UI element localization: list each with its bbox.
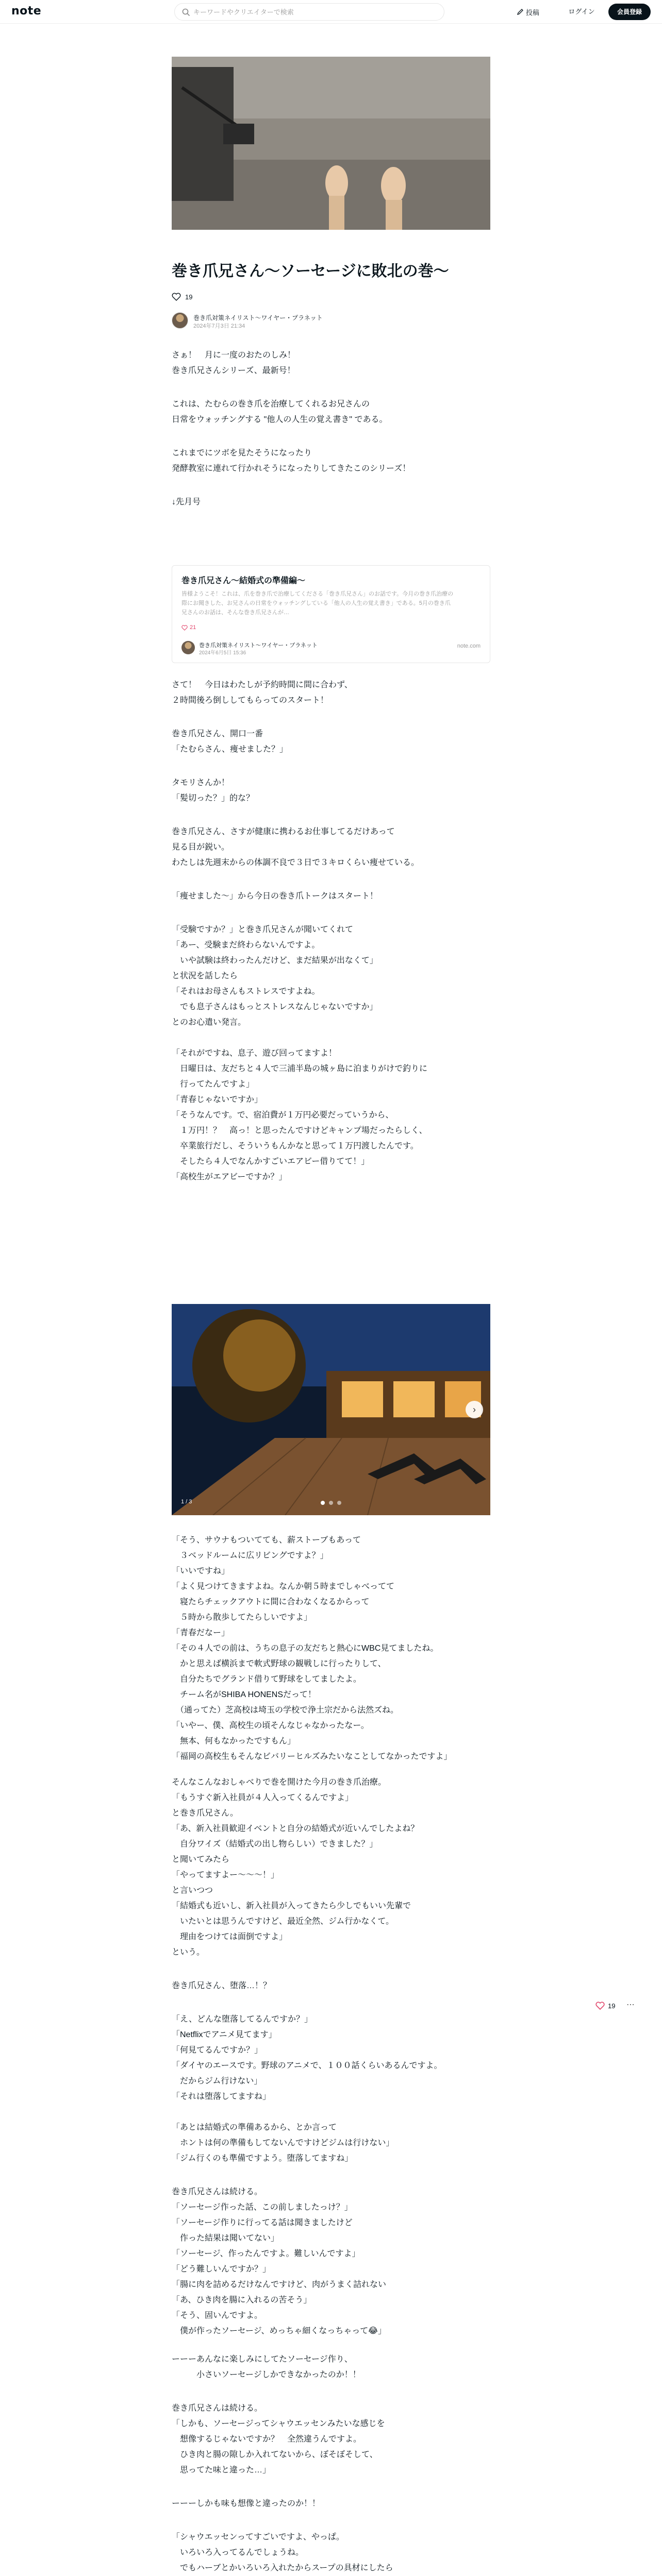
author-name[interactable]: 巻き爪対策ネイリスト〜ワイヤー・プラネット (193, 314, 323, 321)
carousel-next-button[interactable]: › (466, 1401, 483, 1418)
like-count: 19 (185, 293, 193, 301)
site-header (0, 0, 662, 24)
carousel-dot[interactable] (337, 1501, 341, 1505)
paragraph: 巻き爪兄さんは続ける。 「ソーセージ作った話、この前しましたっけ？」 「ソーセージ作りに行ってる話は聞きましたけど 作った結果は聞いてない」 「ソーセージ、作ったんですよ。難しいんですよ」 「どう難しいんですか？」 「腸に肉を詰めるだけなんですけど、肉がうまく詰れない 「あ、ひき肉を腸に入れるの苦そう」 「そう、固いんですよ。 僕が作ったソーセージ、めっちゃ細くなっちゃって😂」 (172, 2188, 387, 2335)
paragraph: 巻き爪兄さん、堕落…！？ (172, 1981, 271, 1990)
login-button[interactable]: ログイン (568, 8, 595, 15)
embed-link[interactable]: note.com (457, 643, 481, 649)
paragraph: ーーーしかも味も想像と違ったのか！！ (172, 2499, 321, 2508)
embed-like (181, 624, 196, 631)
paragraph: さて！ 今日はわたしが予約時間に間に合わず、 ２時間後ろ倒ししてもらってのスタート！ (172, 681, 353, 705)
hero-image (172, 57, 490, 230)
paragraph: タモリさんか！ 「髪切った？」的な？ (172, 778, 255, 803)
paragraph: これは、たむらの巻き爪を治療してくれるお兄さんの 日常をウォッチングする "他人の人生の覚え書き" である。 (172, 400, 388, 424)
floating-like-count: 19 (608, 2002, 616, 2010)
publish-date: 2024年7月3日 21:34 (193, 323, 245, 329)
heart-icon[interactable] (172, 293, 181, 301)
embed-author: 巻き爪対策ネイリスト〜ワイヤー・プラネット (199, 642, 318, 649)
embed-excerpt: 皆様ようこそ！これは、爪を巻き爪で治療してくださる「巻き爪兄さん」のお話です。今月の巻き爪治療の際にお聞きした、お兄さんの日常をウォッチングしている「他人の人生の覚え書き」である。5月の巻き爪兄さんのお話は、そんな巻き爪兄さんが… (181, 591, 454, 616)
floating-like-button[interactable] (595, 2000, 615, 2011)
embedded-article-card[interactable] (172, 565, 490, 663)
post-label: 投稿 (526, 8, 540, 16)
paragraph: ーーーあんなに楽しみにしてたソーセージ作り、 小さいソーセージしかできなかったのか！！ (172, 2355, 361, 2379)
like-row (172, 291, 192, 302)
paragraph: ↓先月号 (172, 498, 201, 506)
avatar (181, 641, 195, 654)
carousel-dot[interactable] (329, 1501, 333, 1505)
note-logo[interactable]: note (11, 5, 42, 18)
paragraph: 「そう、サウナもついてても、薪ストーブもあって ３ベッドルームに広リビングですよ？」 「いいですね」 「よく見つけてきますよね。なんか朝５時までしゃべってて 寝たらチェックアウトに間に合わなくなるからって ５時から散歩してたらしいですよ」 「青春だなー」 「その４人での前は、うちの息子の友だちと熱心にWBC見てましたね。 かと思えば横浜まで軟式野球の観戦しに行ったりして、 自分たちでグランド借りて野球をしてましたよ。 チーム名がSHIBA HONENSだって！ （通ってた）芝高校は埼玉の学校で浄土宗だから法然ズね。 「いやー、僕、高校生の頃そんなじゃなかったなー。 無本、何もなかったですもん」 「福岡の高校生もそんなビバリーヒルズみたいなことしてなかったですよ」 (172, 1536, 452, 1761)
search-box[interactable] (174, 3, 444, 21)
heart-icon (181, 625, 188, 631)
paragraph: 「受験ですか？」と巻き爪兄さんが聞いてくれて 「あー、受験まだ終わらないんですよ。 いや試験は終わったんだけど、まだ結果が出なくて」 と状況を話したら 「それはお母さんもストレスですよね。 でも息子さんはもっとストレスなんじゃないですか」 とのお心遣い発言。 (172, 925, 378, 1027)
paragraph: 「あとは結婚式の準備あるから、とか言って ホントは何の準備もしてないんですけどジムは行けない」 「ジム行くのも準備ですよう。堕落してますね」 (172, 2123, 394, 2163)
embed-like-count: 21 (190, 624, 196, 631)
paragraph: これまでにツボを見たそうになったり 発酵教室に連れて行かれそうになったりしてきたこのシリーズ！ (172, 449, 411, 473)
avatar[interactable] (172, 312, 188, 329)
search-icon (182, 8, 190, 16)
article-title: 巻き爪兄さん〜ソーセージに敗北の巻〜 (172, 263, 449, 280)
carousel-dots (172, 1501, 490, 1505)
paragraph: 「それがですね、息子、遊び回ってますよ！ 日曜日は、友だちと４人で三浦半島の城ヶ島に泊まりがけで釣りに 行ってたんですよ」 「青春じゃないですか」 「そうなんです。で、宿泊費が１万円必要だっていうから、 １万円！？ 高っ！と思ったんですけどキャンプ場だったらしく、 卒業旅行だし、そういうもんかなと思って１万円渡したんです。 そしたら４人でなんかすごいエアビー借りてて！」 「高校生がエアビーですか？」 (172, 1049, 428, 1181)
post-button[interactable] (517, 6, 539, 18)
paragraph: そんなこんなおしゃべりで巻を開けた今月の巻き爪治療。 「もうすぐ新入社員が４人入ってくるんですよ」 と巻き爪兄さん。 「あ、新入社員歓迎イベントと自分の結婚式が近いんでしたよね？ 自分ワイズ（結婚式の出し物らしい）できました？」 と聞いてみたら 「やってますよー〜〜〜！」 と言いつつ 「結婚式も近いし、新入社員が入ってきたら少しでもいい先輩で いたいとは思うんですけど、最近全然、ジム行かなくて。 理由をつけては面倒ですよ」 という。 (172, 1778, 419, 1957)
pencil-icon (517, 8, 524, 15)
embed-date: 2024年6月5日 15:36 (199, 650, 246, 656)
signup-button[interactable]: 会員登録 (608, 4, 651, 20)
paragraph: 巻き爪兄さん、さすが健康に携わるお仕事してるだけあって 見る目が鋭い。 わたしは先週末からの体調不良で３日で３キロくらい痩せている。 (172, 827, 420, 867)
embed-title[interactable]: 巻き爪兄さん〜結婚式の準備編〜 (181, 577, 306, 585)
heart-icon (595, 2002, 605, 2010)
carousel-image (172, 1304, 490, 1515)
paragraph: 「シャウエッセンってすごいですよ、やっぱ。 いろいろ入ってるんでしょうね。 でもハーブとかいろいろ入れたからスープの具材にしたら (172, 2533, 393, 2572)
paragraph: 「え、どんな堕落してるんですか？」 「Netflixでアニメ見てます」 「何見てるんですか？」 「ダイヤのエースです。野球のアニメで、１００話くらいあるんですよ。 だからジム行けない」 「それは堕落してますね」 (172, 2015, 442, 2101)
paragraph: 「痩せました〜」から今日の巻き爪トークはスタート！ (172, 892, 378, 901)
more-options-icon[interactable]: ⋯ (626, 2001, 635, 2009)
image-carousel[interactable] (172, 1304, 490, 1515)
paragraph: 巻き爪兄さんは続ける。 「しかも、ソーセージってシャウエッセンみたいな感じを 想像するじゃないですか？ 全然違うんですよ。 ひき肉と腸の隙しか入れてないから、ぼそぼそして、 思ってた味と違った…」 (172, 2404, 385, 2475)
paragraph: 巻き爪兄さん、開口一番 「たむらさん、痩せました？」 (172, 730, 288, 754)
paragraph: さぁ！ 月に一度のおたのしみ！ 巻き爪兄さんシリーズ、最新号！ (172, 351, 296, 375)
search-input[interactable] (193, 4, 436, 20)
carousel-dot[interactable] (321, 1501, 325, 1505)
carousel-page-indicator: 1 / 3 (181, 1499, 192, 1505)
